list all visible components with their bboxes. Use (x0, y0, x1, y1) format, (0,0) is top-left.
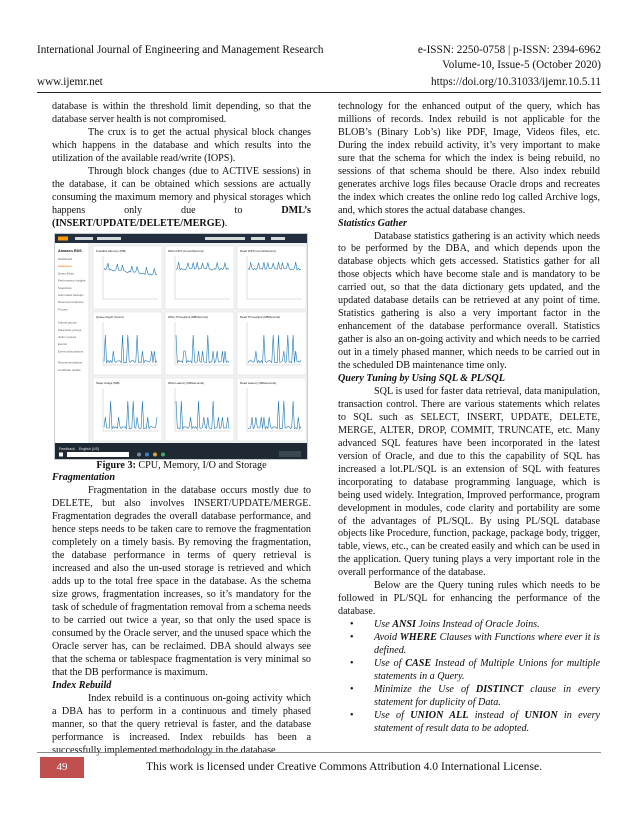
sidebar-menu-item: Parameter groups (58, 327, 82, 332)
bullet-icon: • (350, 657, 354, 669)
sidebar-menu-item: Automated backups (58, 292, 84, 297)
paragraph: technology for the enhanced output of the query, which has millions of records. Index rebuild is not applicable for the BLOB’s (Binary Lob’s) like PDF, Image, Videos files, etc. During the index rebuild activity, it’s very important to make sure that the schema for which the index is being rebuild, no sessions of that schema should be there. Also index rebuild generates archive logs files because Oracle drops and recreates the index which creates the online redo log called Archive logs, and, which stores the actual database changes. (338, 101, 600, 216)
metric-title: Freeable Memory (MB) (96, 248, 126, 253)
metric-title: Write Throughput (MB/Second) (168, 314, 208, 319)
dml-bold-text: DML’s (INSERT/UPDATE/DELETE/MERGE) (52, 204, 311, 229)
metric-panel (165, 246, 234, 309)
taskbar-app-icon (153, 452, 157, 456)
aws-logo (58, 236, 68, 240)
metric-panel (93, 246, 162, 309)
left-column (52, 101, 311, 757)
section-heading-statistics: Statistics Gather (338, 217, 407, 229)
sidebar-menu-item: Option groups (58, 334, 77, 339)
sidebar-menu-item: Recommendations (58, 360, 83, 365)
sidebar-brand: Amazon RDS (58, 248, 82, 253)
paragraph: Below are the Query tuning rules which needs to be followed in PL/SQL for enhancing the performance of the database. (338, 580, 600, 618)
right-column (338, 101, 600, 736)
list-item: • Use of UNION ALL instead of UNION in every statement of result data to be adopted. (350, 709, 601, 734)
taskbar-app-icon (161, 452, 165, 456)
metric-panels (93, 246, 306, 441)
list-item: • Minimize the Use of DISTINCT clause in every statement for duplicity of Data. (350, 683, 600, 708)
sidebar-menu-item: Query Editor (58, 270, 75, 275)
taskbar-clock (279, 451, 301, 457)
taskbar-search (67, 452, 129, 457)
paragraph-text: Through block changes (due to ACTIVE sessions) in the database, it can be obtained which sessions are actually consuming the maximum memory and physical storages which happens only due to (52, 165, 311, 216)
footer-rule (37, 752, 601, 753)
paragraph: The crux is to get the actual physical block changes which happens in the database and which results into the utilization of the available read/write (IOPS). (52, 126, 311, 164)
topbar-support (271, 237, 285, 240)
sidebar-menu-item: Subnet groups (58, 320, 77, 325)
page-number: 49 (40, 757, 84, 778)
paragraph: database is within the threshold limit depending, so that the database server health is not compromised. (52, 101, 311, 125)
metric-title: Read IOPS (Count/Second) (240, 248, 276, 253)
section-heading-index-rebuild: Index Rebuild (52, 679, 112, 691)
metric-panel (237, 246, 306, 309)
sidebar-menu-item: Reserved instances (58, 299, 84, 304)
metric-title: Read Throughput (MB/Second) (240, 314, 281, 319)
sidebar-menu-item: Proxies (58, 306, 68, 311)
volume-issue: Volume-10, Issue-5 (October 2020) (442, 59, 601, 71)
footer-language: English (US) (79, 446, 100, 451)
metric-panel (165, 312, 234, 375)
header-rule (37, 92, 601, 93)
topbar-region (251, 237, 265, 240)
figure-3-screenshot (54, 233, 308, 460)
figure-caption-text: CPU, Memory, I/O and Storage (135, 459, 267, 471)
paragraph: Index rebuild is a continuous on-going activity which a DBA has to perform in a continuous and timely phased manner, so that the query retrieval is faster, and the database performance is increased. Index rebuilds has been a successfully implemented methodology in the database (52, 692, 311, 756)
metric-title: Swap Usage (MB) (96, 380, 120, 385)
taskbar-app-icon (137, 452, 141, 456)
metric-title: Write IOPS (Count/Second) (168, 248, 204, 253)
sidebar-menu-item: Databases (58, 263, 72, 268)
metric-title: Read Latency (Milliseconds) (240, 380, 277, 385)
sidebar-menu-item: Snapshots (58, 285, 72, 290)
rds-dashboard-image (55, 234, 307, 459)
journal-name: International Journal of Engineering and Management Research (37, 44, 324, 56)
section-heading-query-tuning: Query Tuning by Using SQL & PL/SQL (338, 373, 505, 385)
paragraph: Fragmentation in the database occurs mostly due to DELETE, but also involves INSERT/UPDATE/MERGE. Fragmentation degrades the overall database performance, and hence steps needs to be taken care to remove the fragmentation completely on a timely basis. By removing the fragmentation, the database performance in terms of query retrieval is increased and also the un-used storage is retrieved and which adds up to the total free space in the database. As the schema size grows, fragmentation increases, so it’s mandatory for the task of schedule of fragmentation removal from a schema needs to be carried out twice a year, so that only the used space is consumed by the Oracle server, and the unused space which the Oracle server has, can be reclaimed. DBA should always see that the schema or tablespace fragmentation is very minimal so that the DB performance is maximum. (52, 485, 311, 678)
footer-feedback: Feedback (59, 446, 75, 451)
paragraph: SQL is used for faster data retrieval, data manipulation, transaction control. There are various statements which relates to SQL such as SELECT, INSERT, UPDATE, DELETE, MERGE, ALTER, DROP, COMMIT, TRUNCATE, etc. Many advanced SQL features have been incorporated in the latest version of Oracle, and due to this the capability of SQL has increased a lot.PL/SQL is an extension of SQL with features incorporating to database programming language, which is being used widely. Integration, Improved performance, program development in modules, code clarity and portability are some of the advantages of PL/SQL. By using PL/SQL database objects like Procedure, function, package, package body, trigger, table, views, etc., can be created easily and which can be used in the application. Query tuning plays a very important role in the overall performance of the database. (338, 385, 600, 579)
metric-panel (237, 378, 306, 441)
metric-panel (237, 312, 306, 375)
list-item: • Avoid WHERE Clauses with Functions where ever it is defined. (350, 632, 600, 657)
bullet-icon: • (350, 632, 354, 644)
sidebar-menu-item: Event subscriptions (58, 348, 84, 353)
metric-title: Write Latency (Milliseconds) (168, 380, 205, 385)
figure-caption (52, 460, 311, 473)
bullet-icon: • (350, 619, 354, 631)
topbar-resource-groups (97, 237, 121, 240)
paragraph-end: . (224, 217, 228, 229)
metric-title: Queue Depth (Count) (96, 314, 124, 319)
bullet-icon: • (350, 683, 354, 695)
bullet-icon: • (350, 709, 354, 721)
topbar-account (205, 237, 245, 240)
start-icon (59, 452, 63, 456)
metric-panel (165, 378, 234, 441)
paragraph (52, 166, 311, 231)
paragraph: Database statistics gathering is an activity which needs to be performed by the DBA, and which depends upon the database objects which gets accessed. Statistics gather for all those objects which have become stale and is mandatory to be carried out, so that the data dictionary gets updated, and the updated database details can be retrieved at any point of time. Statistics gathering is also a very important factor in the enhancement of the database performance overall. Statistics gather is also an on-going activity and which needs to be carried out in a timely phased manner, which needs to be carried out in the scheduled DB maintenance time only. (338, 230, 600, 372)
section-heading-fragmentation: Fragmentation (52, 472, 116, 484)
issn: e-ISSN: 2250-0758 | p-ISSN: 2394-6962 (417, 44, 601, 56)
sidebar-menu-item: Certificate update (58, 367, 81, 372)
taskbar-app-icon (145, 452, 149, 456)
figure-label: Figure 3: (96, 459, 136, 471)
list-item: • Use ANSI Joins Instead of Oracle Joins. (350, 619, 540, 631)
topbar-services (75, 237, 93, 240)
tuning-rules-list (338, 619, 600, 736)
license-notice[interactable]: This work is licensed under Creative Commons Attribution 4.0 International License. (146, 760, 543, 773)
doi-link[interactable]: https://doi.org/10.31033/ijemr.10.5.11 (431, 76, 601, 88)
sidebar-menu-item: Dashboard (58, 256, 73, 261)
sidebar-menu-item: Performance Insights (58, 278, 86, 283)
journal-website[interactable]: www.ijemr.net (37, 76, 103, 88)
sidebar-menu-item: Events (58, 341, 67, 346)
list-item: • Use of CASE Instead of Multiple Unions for multiple statements in a Query. (350, 657, 600, 682)
